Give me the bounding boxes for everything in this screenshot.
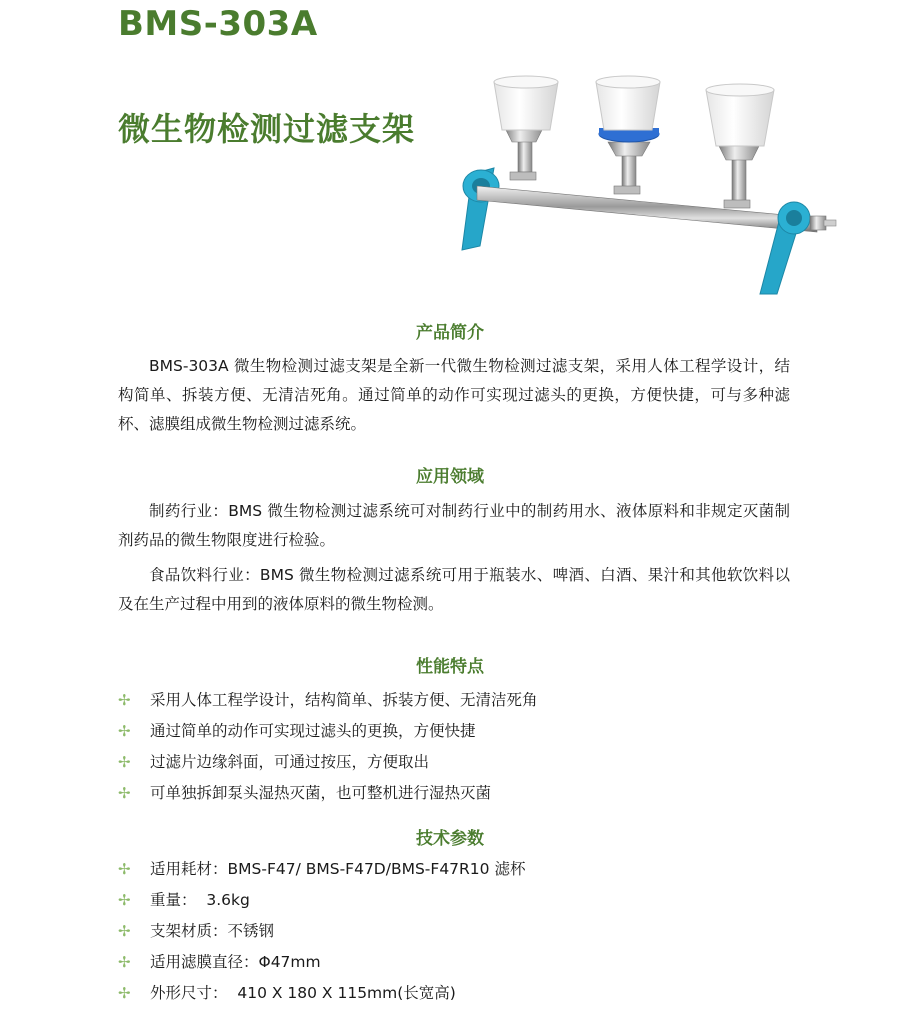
feature-text: 通过简单的动作可实现过滤头的更换，方便快捷 <box>150 722 476 740</box>
feature-text: 过滤片边缘斜面，可通过按压，方便取出 <box>150 753 430 771</box>
section-title-intro: 产品简介 <box>416 323 484 343</box>
list-item <box>118 978 525 1009</box>
list-item <box>118 916 525 947</box>
list-item <box>118 947 525 978</box>
bullet-icon: ✢ <box>118 984 131 1002</box>
product-model: BMS-303A <box>118 4 318 44</box>
list-item <box>118 854 525 885</box>
section-title-features: 性能特点 <box>416 657 484 677</box>
spec-text: 支架材质：不锈钢 <box>150 922 275 940</box>
bullet-icon: ✢ <box>118 860 131 878</box>
product-photo-icon <box>432 68 842 300</box>
list-item <box>118 716 538 747</box>
specs-list <box>118 854 525 1009</box>
section-title-application: 应用领域 <box>416 467 484 487</box>
intro-paragraph: BMS-303A 微生物检测过滤支架是全新一代微生物检测过滤支架，采用人体工程学设计，结构简单、拆装方便、无清洁死角。通过简单的动作可实现过滤头的更换，方便快捷，可与多种滤杯、滤膜组成微生物检测过滤系统。 <box>118 357 790 433</box>
list-item <box>118 685 538 716</box>
bullet-icon: ✢ <box>118 722 131 740</box>
spec-text: 外形尺寸： 410 X 180 X 115mm(长宽高) <box>150 984 456 1002</box>
bullet-icon: ✢ <box>118 753 131 771</box>
section-title-specs: 技术参数 <box>416 829 484 849</box>
product-name: 微生物检测过滤支架 <box>118 110 416 148</box>
feature-text: 采用人体工程学设计，结构简单、拆装方便、无清洁死角 <box>150 691 538 709</box>
application-paragraph-food: 食品饮料行业：BMS 微生物检测过滤系统可用于瓶装水、啤酒、白酒、果汁和其他软饮料以及在生产过程中用到的液体原料的微生物检测。 <box>118 566 790 613</box>
bullet-icon: ✢ <box>118 922 131 940</box>
list-item <box>118 885 525 916</box>
bullet-icon: ✢ <box>118 691 131 709</box>
application-paragraph-pharma: 制药行业：BMS 微生物检测过滤系统可对制药行业中的制药用水、液体原料和非规定灭菌制剂药品的微生物限度进行检验。 <box>118 502 790 549</box>
spec-text: 适用耗材：BMS-F47/ BMS-F47D/BMS-F47R10 滤杯 <box>150 860 526 878</box>
list-item <box>118 747 538 778</box>
list-item <box>118 778 538 809</box>
bullet-icon: ✢ <box>118 891 131 909</box>
features-list <box>118 685 538 809</box>
spec-text: 适用滤膜直径：Φ47mm <box>150 953 321 971</box>
bullet-icon: ✢ <box>118 953 131 971</box>
spec-text: 重量： 3.6kg <box>150 891 250 909</box>
bullet-icon: ✢ <box>118 784 131 802</box>
feature-text: 可单独拆卸泵头湿热灭菌，也可整机进行湿热灭菌 <box>150 784 492 802</box>
